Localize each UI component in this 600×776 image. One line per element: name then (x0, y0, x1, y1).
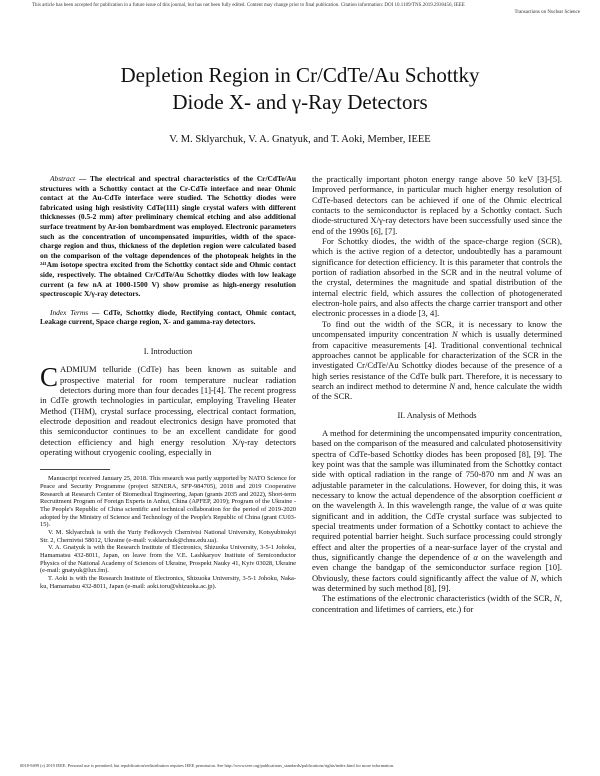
symbol-N: N (554, 593, 560, 604)
intro-paragraph-1-continued: the practically important photon energy range above 50 keV [3]-[5]. Improved performance, in particular much higher energy resolution of CdTe-based detectors can be achieved if one of the Ohmic electrical contacts to the semiconductor is replaced by a Schottky contact. Such diode-structured X/γ-ray detectors have been successfully used since the end of the 1990s [6], [7]. (312, 174, 562, 236)
symbol-N: N (527, 469, 534, 480)
methods-p1-part-d: . In this wavelength range, the value of (382, 500, 522, 511)
publication-notice (32, 3, 580, 16)
publication-notice-line2: Transactions on Nuclear Science (514, 9, 580, 15)
intro-p3-part-b: which is usually determined from capacitive measurements [4]. Traditional conventional technical approaches cannot be applicable for characterization of the SCR in the investigated Cr/CdTe/Au Schottky diodes because of the presence of a high series resistance of the CdTe bulk part. Therefore, it is necessary to search an indirect method to determine (312, 329, 562, 391)
footnote-divider (40, 469, 110, 470)
index-terms-label: Index Terms (50, 307, 89, 317)
intro-p3-part-c: and, hence calculate the width of the SCR. (312, 380, 562, 402)
right-column (312, 174, 562, 614)
section-heading-analysis-of-methods: II. Analysis of Methods (397, 410, 477, 420)
author-list: V. M. Sklyarchuk, V. A. Gnatyuk, and T. Aoki, Member, IEEE (169, 134, 431, 145)
methods-p1-part-c: on the wavelength (312, 500, 379, 511)
abstract (40, 174, 296, 299)
paper-title (0, 62, 600, 116)
abstract-text: — The electrical and spectral characteristics of the Cr/CdTe/Au structures with a Schottky contact at the Cr-CdTe interface and near Ohmic contact at the Au-CdTe interface were studied. The Schottky diodes were fabricated using high resistivity CdTe(111) single crystal wafers with different thicknesses (0.5-2 mm) after preliminary chemical etching and also additional surface treatment by Ar-ion bombardment was employed. Electronic parameters such as the concentration of uncompensated impurities, width of the space-charge region and thus, thickness of the depletion region were calculated based on the comparison of the voltage dependences of the photopeak heights in the ²⁴¹Am isotope spectra excited from the Schottky contact side and Ohmic contact side, respectively. The obtained Cr/CdTe/Au Schottky diodes with low leakage current (a few nA at 1000-1500 V) show promise as high-energy resolution spectroscopic X/γ-ray detectors. (40, 174, 296, 299)
methods-p1-part-b: was an adjustable parameter in the calculations. However, for doing this, it was necessary to know the actual dependence of the absorption coefficient (312, 469, 562, 500)
abstract-label: Abstract (50, 174, 76, 183)
drop-cap-letter: C (40, 362, 59, 393)
methods-p1-part-f: on the wavelength and even change the bandgap of the semiconductor surface region [10]. Obviously, these factors could significantly affect the value of (312, 552, 562, 583)
intro-paragraph-3 (312, 319, 562, 402)
footnote-funding: Manuscript received January 25, 2018. This research was partly supported by NATO Science for Peace and Security Programme (project SENERA, SFP-984705), 2018 and 2019 Cooperative Research at Research Center of Biomedical Engineering, Japan (grants 2035 and 2022), Short-term Recruitment Program of Foreign Experts in Anhui, China (APFEP, 2019); Program of the Ukraine - The People's Republic of China scientific and technical collaboration for the period of 2019-2020 adopted by the Ministry of Science and Technology of the People's Republic of China (grant CU03-15). (40, 475, 296, 529)
symbol-alpha: α (473, 552, 478, 563)
paper-title-line2: Diode X- and γ-Ray Detectors (172, 90, 428, 114)
symbol-alpha: α (521, 500, 527, 511)
paper-title-line1: Depletion Region in Cr/CdTe/Au Schottky (120, 63, 480, 87)
index-terms (40, 308, 296, 327)
methods-p1-part-e: was quite significant and in addition, the CdTe crystal surface was subjected to special treatments under formation of a Schottky contact to achieve the required potential barrier height. Such surface processing could strongly effect and alter the properties of a near-surface layer of the crystal and thus, significantly change the dependence of (312, 500, 563, 563)
methods-p2-part-b: , concentration and lifetimes of carriers, etc.) for (312, 593, 562, 614)
methods-p2-part-a: The estimations of the electronic characteristics (width of the SCR, (322, 593, 555, 604)
symbol-alpha: α (557, 489, 562, 500)
symbol-N: N (530, 572, 537, 583)
left-column (40, 174, 296, 590)
footnote-author-aoki: T. Aoki is with the Research Institute of Electronics, Shizuoka University, 3-5-1 Johoku, Naka-ku, Hamamatsu 432-8011, Japan (e-mail: aoki.toru@shizuoka.ac.jp). (40, 574, 296, 590)
intro-paragraph-1-text: ADMIUM telluride (CdTe) has been known as suitable and prospective material for room temperature nuclear radiation detectors during more than four decades [1]-[4]. The recent progress in CdTe growth technologies in particular, employing Traveling Heater Method (THM), crystal surface processing, electrical contact formation, electrode deposition and readout electronics design have promoted that this semiconductor continues to be an excellent candidate for good detection efficiency and high energy resolution X/γ-ray detectors operating without cryogenic cooling, especially in (40, 364, 296, 457)
intro-paragraph-2: For Schottky diodes, the width of the space-charge region (SCR), which is the active region of a detector, undoubtedly has a paramount significance for detection efficiency. It is this parameter that controls the portion of radiation absorbed in the SCR and in the neutral volume of the crystal, determines the magnitude and spatial distribution of the internal electric field, which assures the collection of photogenerated electron-hole pairs, and also affects the charge carrier transport and other electronic processes in a diode [3, 4]. (312, 236, 562, 319)
footnotes (40, 475, 296, 590)
intro-paragraph-1 (40, 364, 296, 457)
index-terms-text: — CdTe, Schottky diode, Rectifying contact, Ohmic contact, Leakage current, Space charge region, X- and gamma-ray detectors. (40, 307, 297, 327)
footnote-author-sklyarchuk: V. M. Sklyarchuk is with the Yuriy Fedkovych Chernivtsi National University, Kotsyubinskyi Str. 2, Chernivtsi 58012, Ukraine (e-mail: v.sklarchuk@chnu.edu.ua). (40, 528, 296, 544)
section-heading-introduction: I. Introduction (143, 346, 193, 356)
publication-notice-line1: This article has been accepted for publication in a future issue of this journal, but has not been fully edited. Content may change prior to final publication. Citation information: DOI 10.1109/TNS.2019.2930456, IEEE (32, 3, 465, 8)
methods-paragraph-2 (312, 593, 562, 614)
footnote-author-gnatyuk: V. A. Gnatyuk is with the Research Institute of Electronics, Shizuoka University, 3-5-1 Johoku, Hamamatsu 432-8011, Japan, on leave from the V.E. Lashkaryov Institute of Semiconductor Physics of the National Academy of Sciences of Ukraine, Prospekt Nauky 41, Kyiv 03028, Ukraine (e-mail: gnatyuk@lux.fm). (40, 544, 296, 575)
symbol-lambda: λ (378, 500, 383, 511)
copyright-footer: 0018-9499 (c) 2019 IEEE. Personal use is permitted, but republication/redistribution requires IEEE permission. See http://www.ieee.org/publications_standards/publications/rights/index.html for more information. (20, 763, 394, 768)
methods-p1-part-g: , which was determined by such method [8], [9]. (312, 572, 562, 594)
methods-p1-part-a: A method for determining the uncompensated impurity concentration, based on the comparison of the measured and calculated photosensitivity spectra of CdTe-based Schottky diodes has been proposed [8], [9]. The key point was that the sample was illuminated from the Schottky contact side with optical radiation in the range of 750-870 nm and (312, 427, 562, 480)
methods-paragraph-1 (312, 428, 562, 594)
symbol-N: N (449, 380, 455, 391)
symbol-N: N (452, 329, 458, 340)
intro-p3-part-a: To find out the width of the SCR, it is necessary to know the uncompensated impurity concentration (312, 318, 562, 340)
